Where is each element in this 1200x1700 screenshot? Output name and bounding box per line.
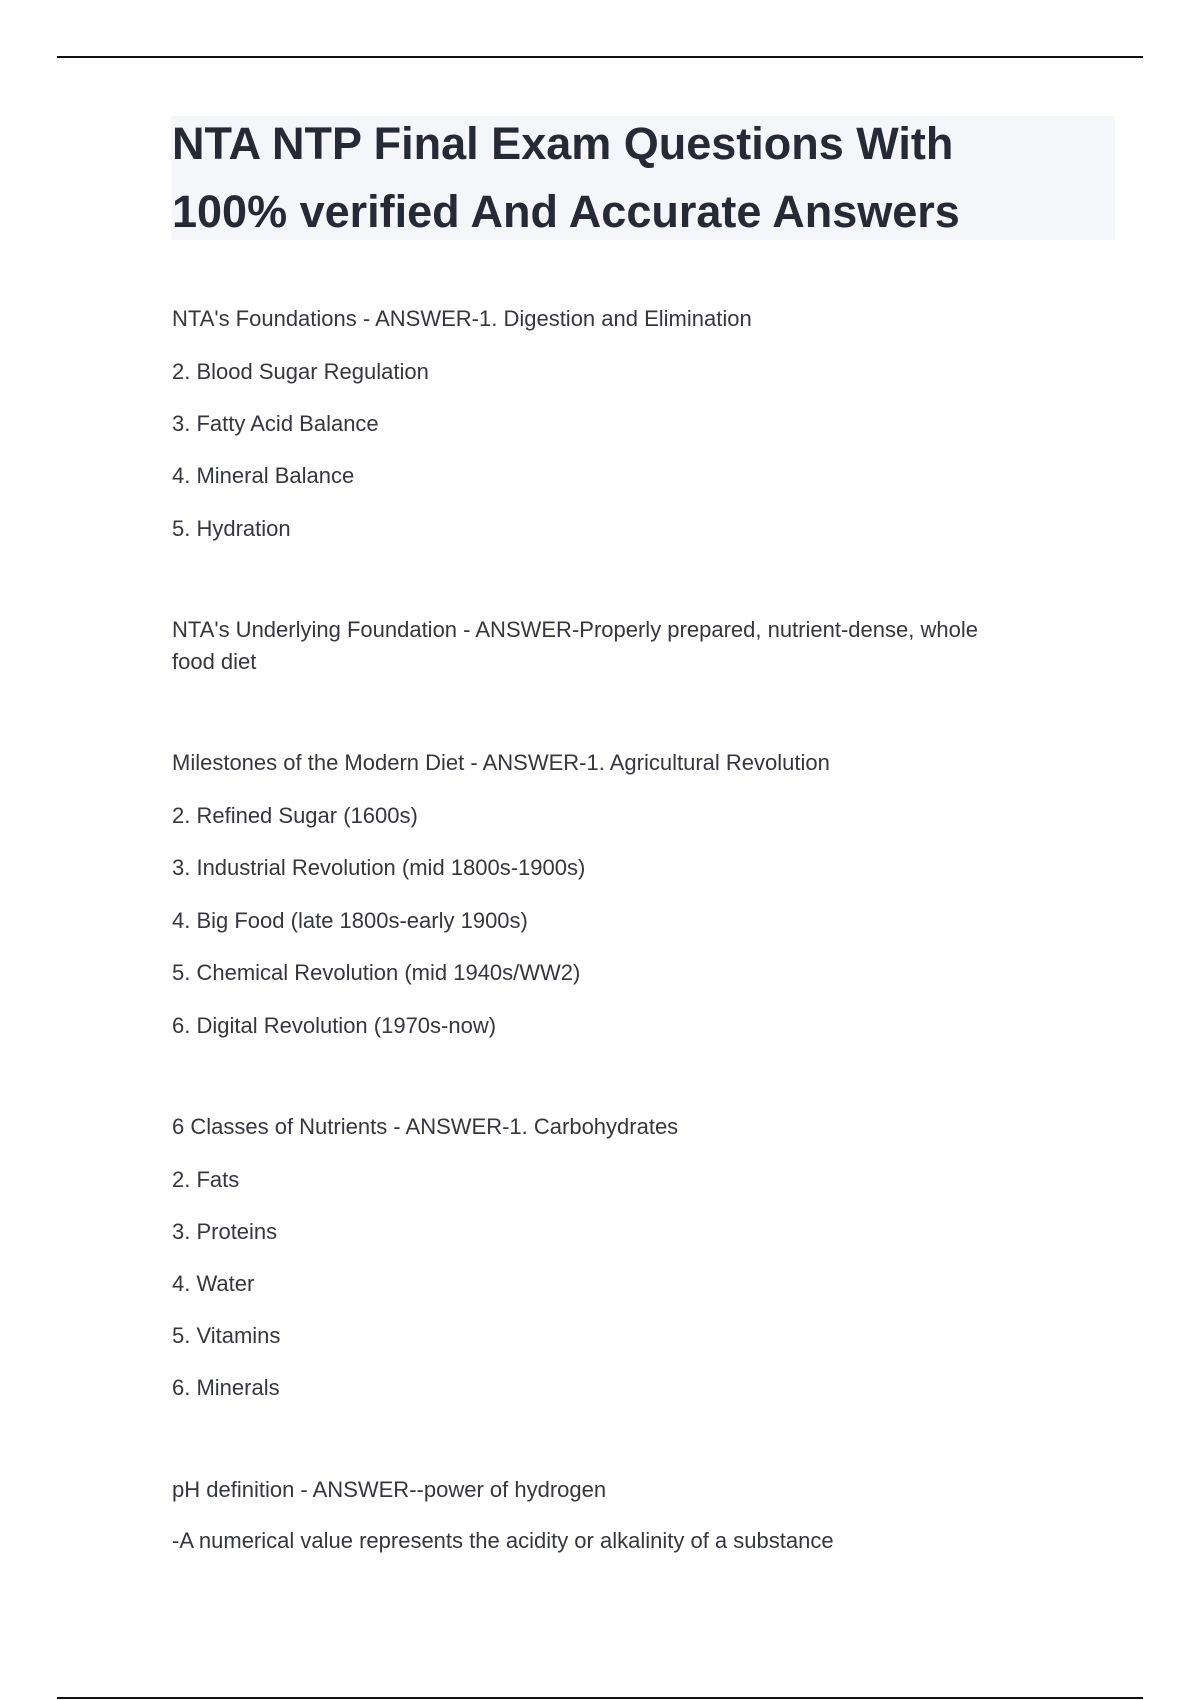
qa-answer-line: 6. Minerals — [172, 1375, 280, 1400]
qa-answer-line: 6. Digital Revolution (1970s-now) — [172, 1013, 497, 1038]
qa-answer-line: 3. Fatty Acid Balance — [172, 411, 379, 436]
qa-answer-line: 3. Industrial Revolution (mid 1800s-1900s) — [172, 855, 586, 880]
document-title-line-2: 100% verified And Accurate Answers — [172, 186, 960, 237]
qa-answer-line: 4. Mineral Balance — [172, 463, 355, 488]
qa-answer-line: 2. Blood Sugar Regulation — [172, 359, 429, 384]
top-horizontal-rule — [57, 56, 1143, 58]
qa-answer-line: 2. Fats — [172, 1167, 240, 1192]
qa-answer-line: -A numerical value represents the acidity or alkalinity of a substance — [172, 1528, 834, 1553]
qa-answer-line: 5. Vitamins — [172, 1323, 281, 1348]
qa-question-underlying-foundation: NTA's Underlying Foundation - ANSWER-Properly prepared, nutrient-dense, whole — [172, 617, 978, 642]
document-title-line-1: NTA NTP Final Exam Questions With — [172, 118, 954, 169]
qa-answer-line: 3. Proteins — [172, 1219, 278, 1244]
qa-answer-line: 5. Hydration — [172, 516, 291, 541]
qa-question-ph-definition: pH definition - ANSWER--power of hydrogen — [172, 1477, 607, 1502]
qa-question-nutrient-classes: 6 Classes of Nutrients - ANSWER-1. Carbohydrates — [172, 1114, 679, 1139]
qa-question-milestones: Milestones of the Modern Diet - ANSWER-1. Agricultural Revolution — [172, 750, 830, 775]
qa-answer-line: 2. Refined Sugar (1600s) — [172, 803, 418, 828]
bottom-horizontal-rule — [57, 1697, 1143, 1699]
qa-question-foundations: NTA's Foundations - ANSWER-1. Digestion and Elimination — [172, 306, 752, 331]
qa-answer-line: food diet — [172, 649, 257, 674]
qa-answer-line: 4. Water — [172, 1271, 255, 1296]
qa-answer-line: 5. Chemical Revolution (mid 1940s/WW2) — [172, 960, 581, 985]
qa-answer-line: 4. Big Food (late 1800s-early 1900s) — [172, 908, 528, 933]
